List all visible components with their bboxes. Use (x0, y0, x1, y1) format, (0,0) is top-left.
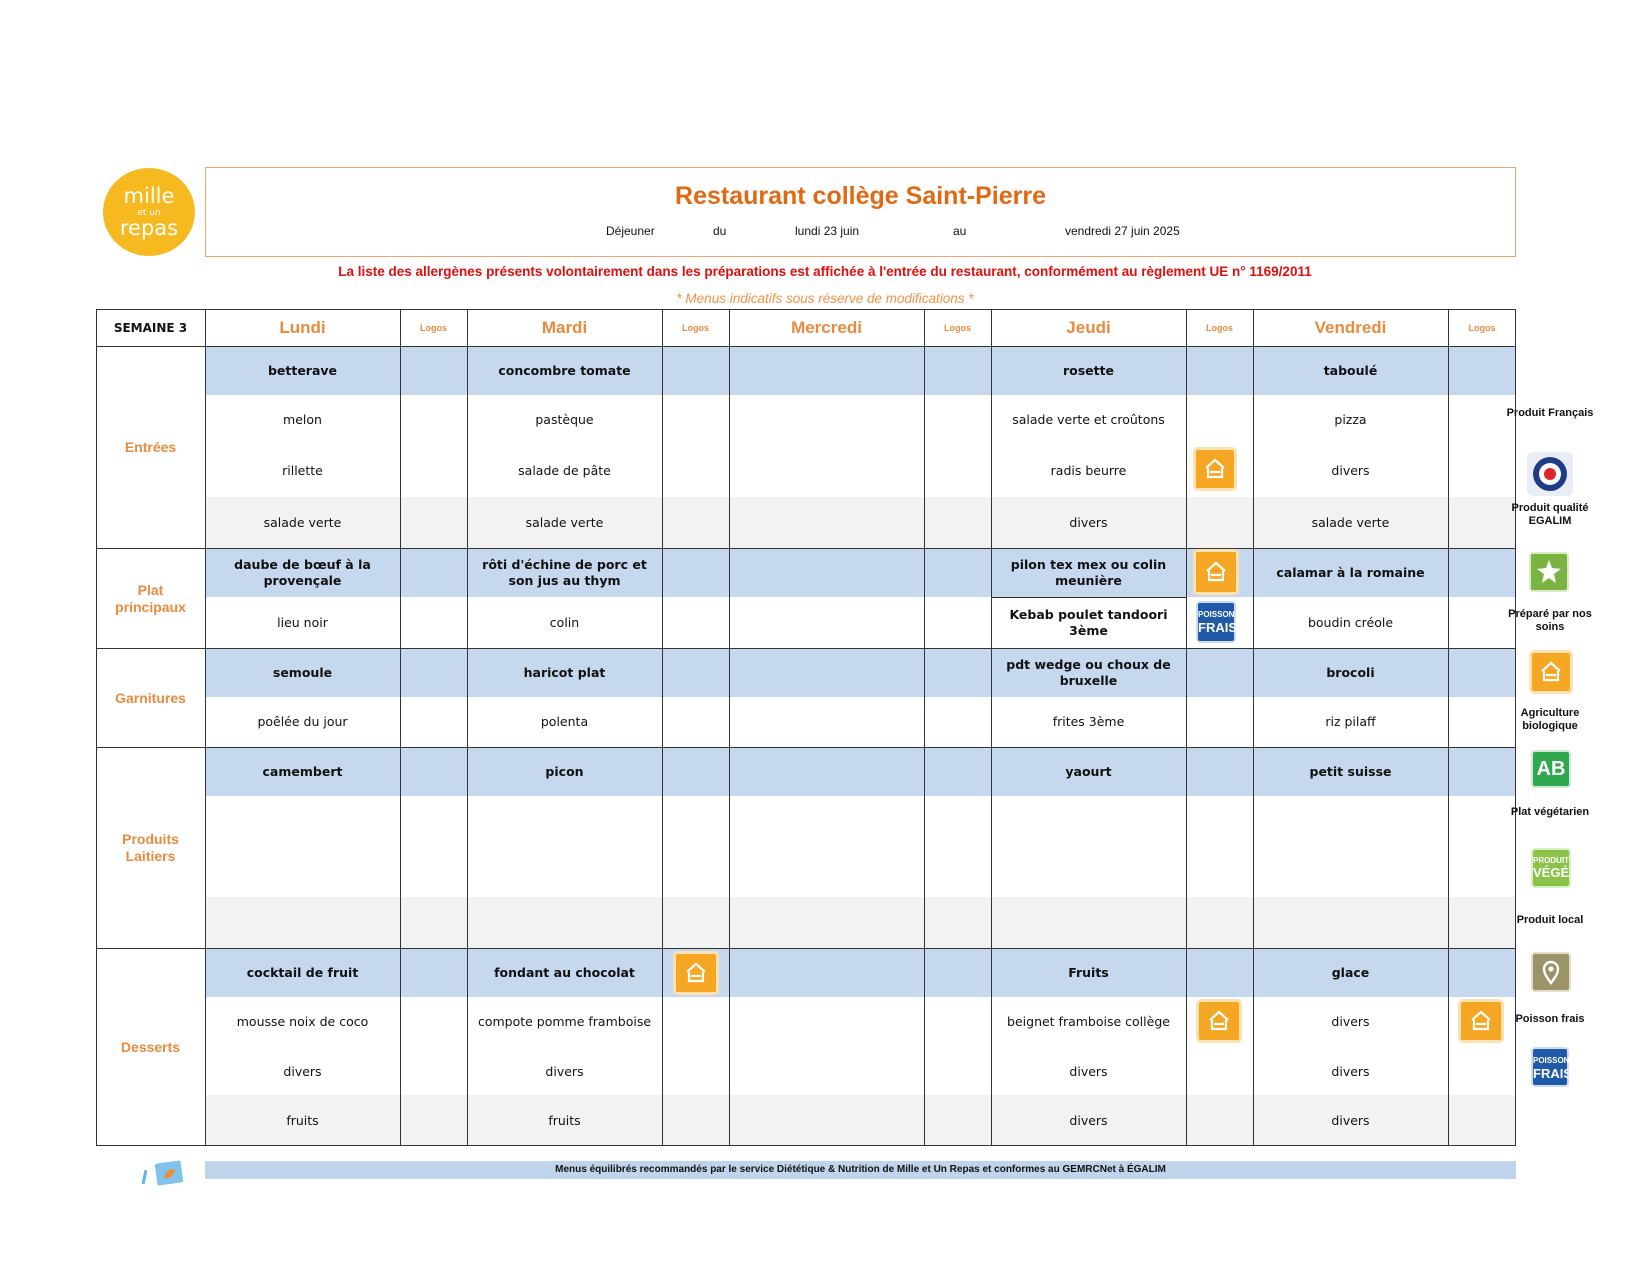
mardi-garniture-1: haricot plat (523, 665, 606, 680)
category-plats: Plat principaux (115, 581, 186, 615)
category-garnitures: Garnitures (115, 689, 186, 706)
jeudi-garniture-2: frites 3ème (1052, 714, 1125, 729)
vendredi-laitier-1: petit suisse (1309, 764, 1392, 779)
end-date: vendredi 27 juin 2025 (1065, 224, 1180, 238)
logo-line-2: et un (137, 208, 161, 218)
poisson-frais-icon (1531, 1047, 1572, 1087)
category-laitiers: Produits Laitiers (122, 831, 179, 864)
jeudi-entree-4: divers (1069, 514, 1108, 530)
allergen-notice: La liste des allergènes présents volontairement dans les préparations est affichée à l'entrée du restaurant, conformément au règlement UE n° 1169/2011 (338, 264, 1312, 279)
header-box (205, 167, 1516, 257)
jeudi-plat-2: Kebab poulet tandoori 3ème (1009, 607, 1168, 638)
vege-badge-line2: VÉGÉ (1533, 865, 1570, 880)
logos-header: Logos (1206, 322, 1233, 333)
week-label: SEMAINE 3 (113, 320, 188, 335)
legend-poisson-frais: Poisson frais (1515, 1013, 1585, 1025)
lundi-entree-2: melon (283, 412, 322, 427)
lundi-garniture-1: semoule (272, 665, 333, 680)
vendredi-dessert-1: glace (1331, 965, 1370, 980)
menu-table (96, 309, 1516, 1146)
lundi-plat-2: lieu noir (277, 614, 328, 630)
jeudi-entree-2: salade verte et croûtons (1012, 412, 1165, 427)
mille-et-un-repas-logo (103, 168, 195, 256)
prepare-par-nos-soins-icon (1193, 447, 1237, 491)
jeudi-dessert-1: Fruits (1068, 965, 1109, 980)
egalim-icon (1529, 552, 1569, 592)
mardi-plat-1: rôti d'échine de porc et son jus au thym (482, 557, 647, 588)
vendredi-garniture-1: brocoli (1326, 665, 1375, 680)
legend-prepare-par-nos-soins: Préparé par nos soins (1508, 608, 1592, 633)
agriculture-biologique-icon: AB (1531, 750, 1571, 788)
vendredi-dessert-2: divers (1331, 1014, 1370, 1029)
logo-line-1: mille (123, 184, 175, 208)
day-header-mardi: Mardi (541, 317, 588, 337)
plat-vegetarien-icon (1531, 848, 1571, 888)
vendredi-plat-2: boudin créole (1307, 614, 1394, 630)
poisson-frais-icon (1196, 601, 1236, 643)
legend-produit-local: Produit local (1516, 914, 1584, 926)
legend-produit-francais: Produit Français (1506, 407, 1594, 419)
prepare-par-nos-soins-icon (1458, 999, 1504, 1043)
mardi-entree-1: concombre tomate (498, 363, 631, 378)
logos-header: Logos (944, 322, 971, 333)
lundi-dessert-4: fruits (286, 1113, 319, 1128)
lundi-entree-4: salade verte (263, 514, 342, 530)
start-date: lundi 23 juin (795, 224, 860, 238)
vendredi-garniture-2: riz pilaff (1325, 714, 1376, 729)
jeudi-laitier-1: yaourt (1065, 764, 1112, 779)
menu-notice: * Menus indicatifs sous réserve de modifications * (676, 291, 974, 306)
vendredi-entree-2: pizza (1334, 412, 1367, 427)
nutrition-service-icon (142, 1160, 188, 1186)
mardi-entree-4: salade verte (525, 514, 604, 530)
mardi-dessert-4: fruits (548, 1113, 581, 1128)
legend-plat-vegetarien: Plat végétarien (1510, 806, 1590, 818)
day-header-jeudi: Jeudi (1066, 317, 1111, 337)
lundi-entree-1: betterave (267, 363, 338, 378)
vendredi-entree-1: taboulé (1323, 363, 1378, 378)
vendredi-dessert-4: divers (1331, 1113, 1370, 1128)
au-label: au (953, 224, 967, 238)
lundi-dessert-1: cocktail de fruit (246, 965, 359, 980)
vendredi-plat-1: calamar à la romaine (1276, 565, 1425, 580)
jeudi-dessert-3: divers (1069, 1064, 1108, 1079)
jeudi-plat-1: pilon tex mex ou colin meunière (1010, 557, 1167, 588)
logos-header: Logos (420, 322, 447, 333)
mardi-dessert-3: divers (545, 1064, 584, 1079)
du-label: du (713, 224, 727, 238)
jeudi-dessert-4: divers (1069, 1113, 1108, 1128)
legend-produit-egalim: Produit qualité EGALIM (1511, 502, 1589, 527)
jeudi-dessert-2: beignet framboise collège (1007, 1014, 1170, 1029)
produit-francais-icon (1527, 452, 1573, 496)
vendredi-entree-4: salade verte (1311, 514, 1390, 530)
day-header-lundi: Lundi (279, 317, 326, 337)
prepare-par-nos-soins-icon (1196, 999, 1242, 1043)
page-title: Restaurant collège Saint-Pierre (675, 182, 1046, 210)
mardi-entree-2: pastèque (535, 412, 594, 427)
lundi-plat-1: daube de bœuf à la provençale (234, 557, 371, 588)
lundi-garniture-2: poêlée du jour (257, 714, 348, 729)
footer-banner: Menus équilibrés recommandés par le service Diététique & Nutrition de Mille et Un Repas et conformes au GEMRCNet à ÉGALIM (205, 1161, 1516, 1179)
poisson-badge-line1: POISSON (1533, 1056, 1570, 1065)
meal-label: Déjeuner (606, 224, 655, 238)
jeudi-entree-1: rosette (1062, 363, 1115, 378)
prepare-par-nos-soins-icon (1193, 549, 1239, 595)
legend-agriculture-biologique: Agriculture biologique (1520, 707, 1580, 732)
mardi-plat-2: colin (549, 614, 580, 630)
prepare-par-nos-soins-icon (1529, 650, 1573, 694)
day-header-mercredi: Mercredi (791, 317, 862, 337)
mardi-dessert-2: compote pomme framboise (477, 1014, 652, 1029)
vendredi-entree-3: divers (1331, 463, 1370, 478)
logo-line-3: repas (119, 216, 179, 240)
lundi-entree-3: rillette (282, 463, 323, 478)
lundi-dessert-2: mousse noix de coco (236, 1014, 369, 1029)
mardi-entree-3: salade de pâte (518, 463, 611, 478)
logos-header: Logos (682, 322, 709, 333)
vege-badge-line1: PRODUIT (1533, 856, 1569, 865)
prepare-par-nos-soins-icon (673, 951, 719, 995)
poisson-badge-line1: POISSON (1198, 610, 1235, 619)
lundi-laitier-1: camembert (262, 764, 343, 779)
day-header-vendredi: Vendredi (1314, 317, 1387, 337)
poisson-badge-line2: FRAIS (1533, 1066, 1572, 1081)
jeudi-entree-3: radis beurre (1050, 463, 1127, 478)
produit-local-icon (1531, 952, 1571, 992)
category-entrees: Entrées (124, 439, 177, 455)
mardi-dessert-1: fondant au chocolat (494, 965, 635, 980)
logos-header: Logos (1468, 322, 1496, 333)
vendredi-dessert-3: divers (1331, 1064, 1370, 1079)
jeudi-garniture-1: pdt wedge ou choux de bruxelle (1006, 657, 1171, 688)
category-desserts: Desserts (120, 1038, 181, 1055)
mardi-garniture-2: polenta (540, 714, 589, 729)
mardi-laitier-1: picon (545, 764, 584, 779)
poisson-badge-line2: FRAIS (1198, 620, 1237, 635)
lundi-dessert-3: divers (283, 1064, 322, 1079)
